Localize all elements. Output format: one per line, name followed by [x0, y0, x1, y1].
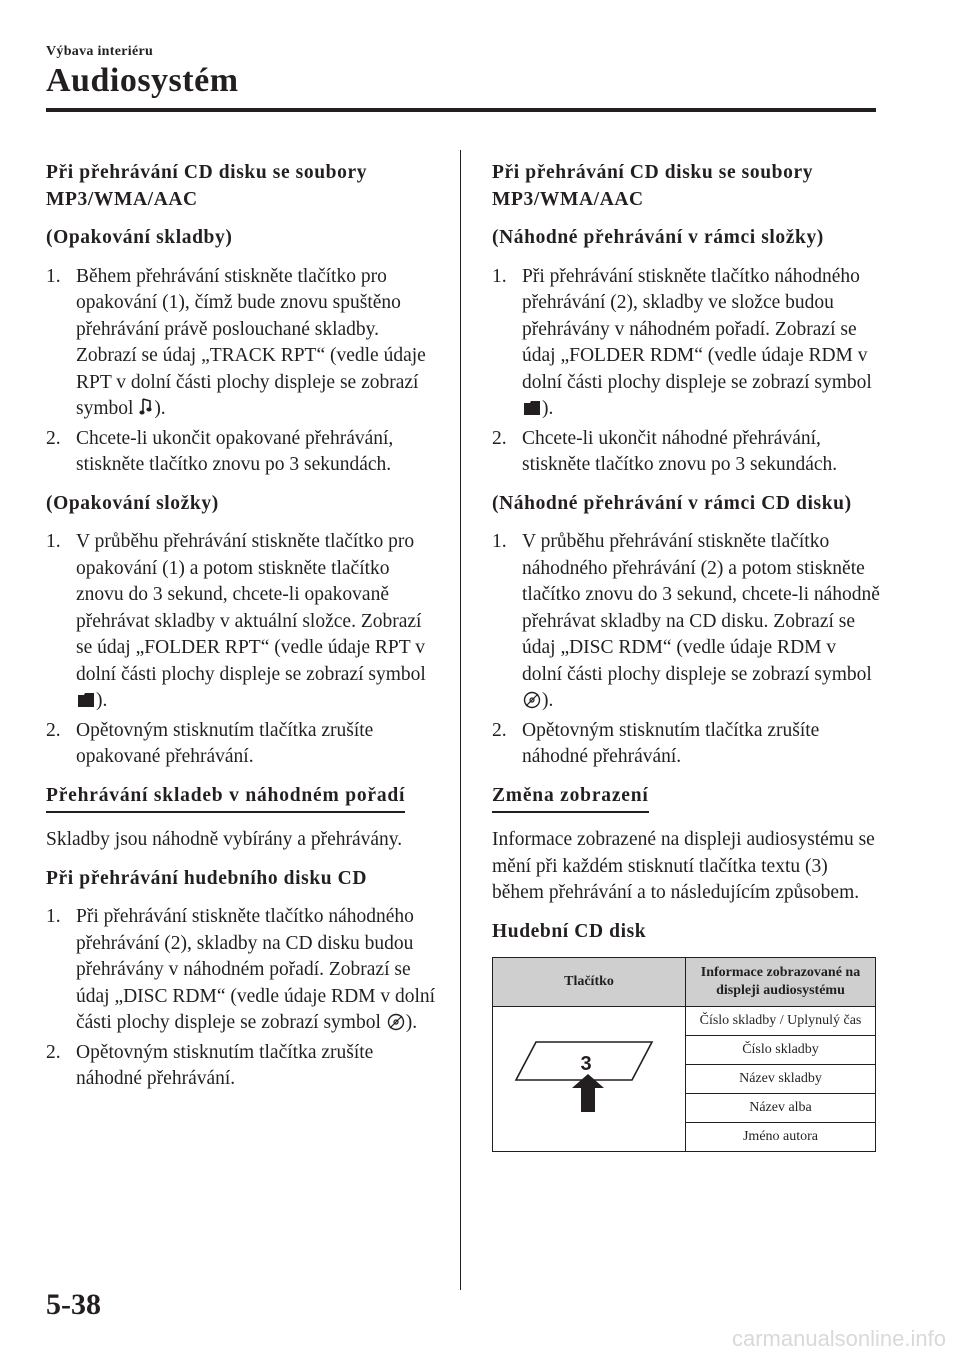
list-item: [46, 264, 441, 426]
steps-disc-random: [46, 904, 441, 1093]
music-note-icon: [139, 397, 153, 426]
steps-folder-random: [492, 264, 880, 479]
table-row: Jméno autora: [686, 1123, 876, 1152]
folder-icon: [523, 399, 541, 426]
disc-icon: [387, 1013, 405, 1040]
paragraph-random-intro: Skladby jsou náhodně vybírány a přehrávány.: [46, 829, 403, 850]
step-text: Během přehrávání stiskněte tlačítko pro opakování (1), čímž bude znovu spuštěno přehrávání právě poslouchané skladby. Zobrazí se údaj „TRACK RPT“ (vedle údaje RPT v dolní části plochy displeje se zobrazí symbol: [76, 265, 426, 419]
page-number: 5-38: [46, 1288, 101, 1321]
page-title: Audiosystém: [46, 62, 239, 99]
heading-track-repeat: (Opakování skladby): [46, 227, 233, 248]
step-text: V průběhu přehrávání stiskněte tlačítko náhodného přehrávání (2) a potom stiskněte tlačítko znovu do 3 sekund, chcete-li náhodně přehrávat skladby na CD disku. Zobrazí se údaj „DISC RDM“ (vedle údaje RDM v dolní části plochy displeje se zobrazí symbol: [522, 531, 880, 685]
heading-disc-random: (Náhodné přehrávání v rámci CD disku): [492, 492, 852, 514]
list-item: [46, 718, 441, 771]
button-illustration-cell: [493, 1007, 686, 1152]
steps-disc-random: [492, 529, 880, 771]
folder-icon: [77, 691, 95, 718]
section-label: Výbava interiéru: [46, 44, 154, 59]
list-item: [492, 264, 880, 426]
list-item: [492, 529, 880, 718]
list-item: [492, 718, 880, 771]
step-text-tail: ).: [154, 398, 166, 419]
right-column: [492, 160, 880, 1152]
heading-music-cd: Při přehrávání hudebního disku CD: [46, 867, 368, 889]
text-button-icon: [514, 1036, 664, 1116]
title-rule: [46, 108, 876, 112]
heading-music-cd: Hudební CD disk: [492, 920, 647, 942]
step-number: 2.: [46, 719, 61, 741]
list-item: [46, 904, 441, 1040]
heading-mp3-cd: Při přehrávání CD disku se soubory MP3/WMA/AAC: [46, 162, 368, 210]
step-text: Opětovným stisknutím tlačítka zrušíte opakované přehrávání.: [76, 719, 374, 767]
step-text-tail: ).: [96, 690, 108, 711]
step-text: V průběhu přehrávání stiskněte tlačítko pro opakování (1) a potom stiskněte tlačítko znovu do 3 sekund, chcete-li opakovaně přehrávat skladby v aktuální složce. Zobrazí se údaj „FOLDER RPT“ (vedle údaje RPT v dolní části plochy displeje se zobrazí symbol: [76, 531, 426, 685]
list-item: [46, 529, 441, 718]
step-text-tail: ).: [542, 398, 554, 419]
table-header-button: Tlačítko: [493, 958, 686, 1007]
steps-track-repeat: [46, 264, 441, 479]
table-row: Číslo skladby: [686, 1036, 876, 1065]
step-text: Opětovným stisknutím tlačítka zrušíte náhodné přehrávání.: [76, 1041, 374, 1089]
watermark: carmanualsonline.info: [731, 1326, 946, 1351]
step-text: Při přehrávání stiskněte tlačítko náhodného přehrávání (2), skladby ve složce budou přehrávány v náhodném pořadí. Zobrazí se údaj „FOLDER RDM“ (vedle údaje RDM v dolní části plochy displeje se zobrazí symbol: [522, 265, 872, 393]
list-item: [46, 1040, 441, 1093]
step-text: Chcete-li ukončit náhodné přehrávání, stiskněte tlačítko znovu po 3 sekundách.: [522, 427, 838, 475]
step-text: Opětovným stisknutím tlačítka zrušíte náhodné přehrávání.: [522, 719, 820, 767]
display-info-table: [492, 957, 876, 1152]
step-number: 2.: [492, 719, 507, 741]
heading-mp3-cd: Při přehrávání CD disku se soubory MP3/WMA/AAC: [492, 162, 814, 210]
table-row: Číslo skladby / Uplynulý čas: [686, 1007, 876, 1036]
step-number: 1.: [46, 265, 61, 287]
step-number: 2.: [46, 427, 61, 449]
heading-folder-random: (Náhodné přehrávání v rámci složky): [492, 227, 824, 248]
step-text-tail: ).: [405, 1012, 418, 1033]
step-number: 2.: [46, 1041, 61, 1063]
table-row: Název alba: [686, 1094, 876, 1123]
heading-folder-repeat: (Opakování složky): [46, 492, 219, 514]
step-text: Chcete-li ukončit opakované přehrávání, stiskněte tlačítko znovu po 3 sekundách.: [76, 427, 394, 475]
text-button-label: 3: [580, 1053, 592, 1075]
heading-display-change: Změna zobrazení: [492, 783, 649, 814]
column-divider: [460, 150, 461, 1290]
list-item: [492, 426, 880, 479]
steps-folder-repeat: [46, 529, 441, 771]
disc-icon: [523, 691, 541, 718]
table-row: Název skladby: [686, 1065, 876, 1094]
step-number: 1.: [492, 531, 507, 552]
step-number: 1.: [46, 906, 61, 927]
table-header-info: Informace zobrazované na displeji audiosystému: [686, 958, 876, 1007]
left-column: [46, 160, 441, 1105]
heading-random-play: Přehrávání skladeb v náhodném pořadí: [46, 783, 405, 814]
step-text: Při přehrávání stiskněte tlačítko náhodného přehrávání (2), skladby na CD disku budou přehrávány v náhodném pořadí. Zobrazí se údaj „DISC RDM“ (vedle údaje RDM v dolní části plochy displeje se zobrazí symbol: [76, 906, 436, 1033]
step-text-tail: ).: [542, 690, 554, 711]
step-number: 1.: [46, 531, 61, 552]
list-item: [46, 426, 441, 479]
paragraph-display-change: Informace zobrazené na displeji audiosystému se mění při každém stisknutí tlačítka textu (3) během přehrávání a to následujícím způsobem.: [492, 829, 875, 903]
step-number: 2.: [492, 427, 507, 449]
step-number: 1.: [492, 265, 507, 287]
